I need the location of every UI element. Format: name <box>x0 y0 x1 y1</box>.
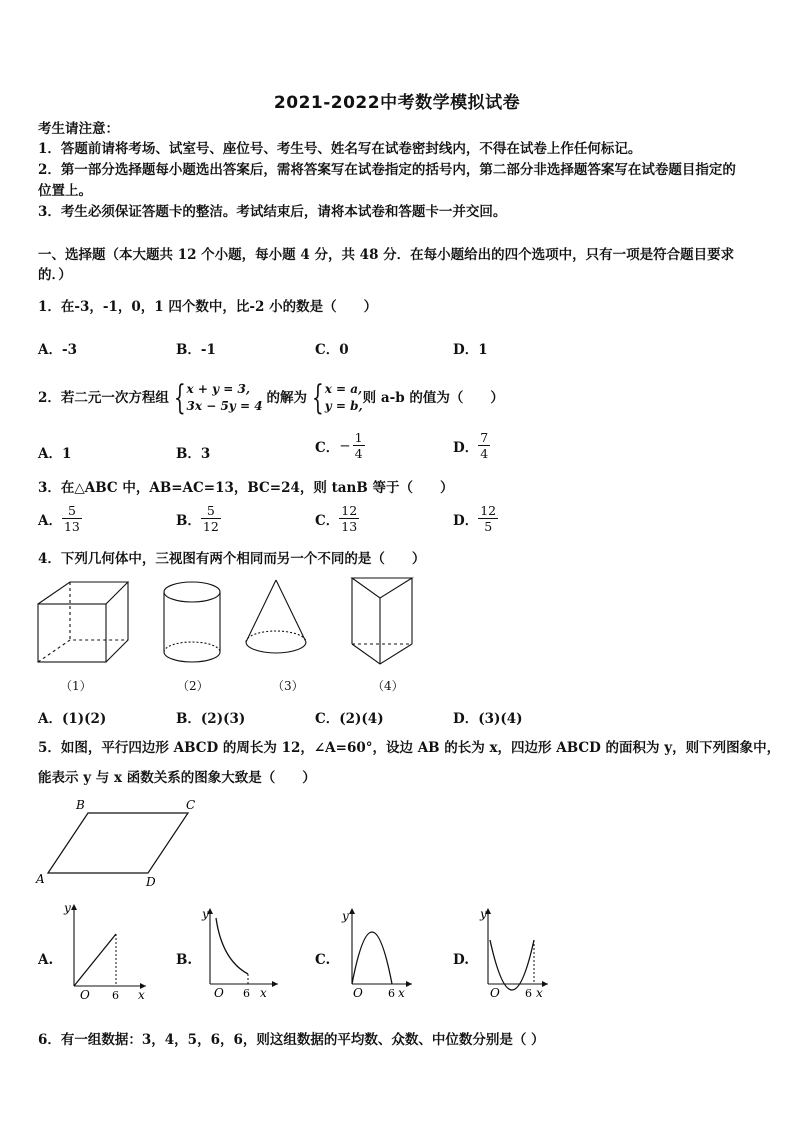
notice-item-1: 1．答题前请将考场、试室号、座位号、考生号、姓名写在试卷密封线内，不得在试卷上作任何标记。 <box>38 141 642 157</box>
q3-option-c <box>315 503 359 534</box>
q2-sol2: y = b, <box>324 399 363 413</box>
fraction <box>62 503 82 534</box>
cone-shape <box>246 580 306 653</box>
tick-6-label: 6 <box>112 989 119 1002</box>
decreasing-curve <box>216 918 248 974</box>
notice-item-2-cont: 位置上。 <box>38 183 92 199</box>
q2-option-c-label: C． <box>315 439 340 456</box>
q2-option-c <box>315 430 365 461</box>
q2-mid: 的解为 <box>266 390 308 406</box>
tick-6-label: 6 <box>525 987 532 1000</box>
numerator: 1 <box>354 430 363 445</box>
tick-6-label: 6 <box>243 987 250 1000</box>
q4-solids-figure <box>30 570 550 670</box>
axis-x-label: x <box>138 988 145 1002</box>
question-5-stem: 5．如图，平行四边形 ABCD 的周长为 12，∠A=60°，设边 AB 的长为 x，四边形 ABCD 的面积为 y，则下列图象中， <box>38 740 781 756</box>
q3-option-d <box>453 503 498 534</box>
fraction <box>478 503 498 534</box>
numerator: 12 <box>341 503 358 518</box>
vertex-d: D <box>146 875 156 889</box>
question-3-stem: 3．在△ABC 中，AB=AC=13，BC=24，则 tanB 等于（ ） <box>38 480 454 496</box>
denominator: 13 <box>341 519 358 534</box>
vertex-a: A <box>36 872 45 886</box>
q4-label-2: （2） <box>177 679 209 693</box>
q2-solution <box>325 381 363 415</box>
q4-option-a: A．(1)(2) <box>38 711 107 727</box>
axis-x-label: x <box>398 986 405 1000</box>
denominator: 12 <box>202 519 219 534</box>
vertex-b: B <box>76 798 85 812</box>
q2-equation-system <box>187 381 263 415</box>
parabola-up <box>490 940 534 990</box>
q4-option-d: D．(3)(4) <box>453 711 523 727</box>
axis-y-label: y <box>64 901 71 915</box>
q2-option-a: A．1 <box>38 446 72 462</box>
question-2-stem <box>38 376 504 420</box>
cylinder-shape <box>164 582 220 662</box>
graph-a <box>60 900 150 1010</box>
q3-option-a <box>38 503 82 534</box>
q4-label-4: （4） <box>372 679 404 693</box>
numerator: 5 <box>201 503 221 519</box>
parallelogram-figure <box>34 795 204 890</box>
question-6-stem: 6．有一组数据：3，4，5，6，6，则这组数据的平均数、众数、中位数分别是（ ） <box>38 1032 545 1048</box>
graph-d <box>476 900 556 1010</box>
origin-label: O <box>80 988 90 1002</box>
q4-label-1: （1） <box>60 679 92 693</box>
origin-label: O <box>214 986 224 1000</box>
q2-eq1: x + y = 3, <box>186 382 251 396</box>
axis-y-label: y <box>342 909 349 923</box>
question-1-stem: 1．在-3，-1，0，1 四个数中，比-2 小的数是（ ） <box>38 299 378 315</box>
q3-option-b-label: B． <box>176 512 201 529</box>
axis-x-label: x <box>536 986 543 1000</box>
q5-option-d: D. <box>453 952 469 968</box>
q2-option-d-label: D． <box>453 439 479 456</box>
q3-option-a-label: A． <box>38 512 62 529</box>
linear-curve <box>74 934 116 986</box>
q2-eq2: 3x − 5y = 4 <box>186 399 263 413</box>
numerator: 12 <box>480 503 497 518</box>
q1-option-a: A．-3 <box>38 342 77 358</box>
notice-heading: 考生请注意： <box>38 121 119 137</box>
q2-suffix: 则 a-b 的值为（ ） <box>362 390 504 406</box>
origin-label: O <box>490 986 500 1000</box>
q5-option-b: B. <box>176 952 193 968</box>
origin-label: O <box>353 986 363 1000</box>
minus-sign: − <box>339 437 351 454</box>
parallelogram-abcd <box>48 813 188 873</box>
notice-item-2: 2．第一部分选择题每小题选出答案后，需将答案写在试卷指定的括号内，第二部分非选择题答案写在试卷题目指定的 <box>38 162 736 178</box>
tick-6-label: 6 <box>388 987 395 1000</box>
denominator: 4 <box>480 446 489 461</box>
numerator: 7 <box>480 430 489 445</box>
q1-option-b: B．-1 <box>176 342 216 358</box>
fraction <box>353 430 365 461</box>
q2-option-d <box>453 430 490 461</box>
q1-option-c: C．0 <box>315 342 349 358</box>
question-4-stem: 4．下列几何体中，三视图有两个相同而另一个不同的是（ ） <box>38 551 426 567</box>
q3-option-b <box>176 503 221 534</box>
left-brace: { <box>173 378 186 418</box>
q2-option-b: B．3 <box>176 446 211 462</box>
numerator: 5 <box>62 503 82 519</box>
vertex-c: C <box>186 798 196 812</box>
axis-y-label: y <box>480 907 487 921</box>
fraction <box>201 503 221 534</box>
section-heading-cont: 的．） <box>38 267 72 283</box>
fraction <box>339 503 359 534</box>
axis-x-label: x <box>260 986 267 1000</box>
q2-prefix: 2．若二元一次方程组 <box>38 390 169 406</box>
q5-option-a: A. <box>38 952 54 968</box>
q3-option-c-label: C． <box>315 512 340 529</box>
denominator: 13 <box>63 519 80 534</box>
question-5-stem-cont: 能表示 y 与 x 函数关系的图象大致是（ ） <box>38 770 316 786</box>
section-heading: 一、选择题（本大题共 12 个小题，每小题 4 分，共 48 分．在每小题给出的四个选项中，只有一项是符合题目要求 <box>38 247 735 263</box>
graph-c <box>340 900 420 1010</box>
left-brace: { <box>311 378 324 418</box>
q4-option-c: C．(2)(4) <box>315 711 384 727</box>
q4-label-3: （3） <box>272 679 304 693</box>
graph-b <box>198 900 288 1010</box>
denominator: 5 <box>484 519 493 534</box>
fraction <box>478 430 490 461</box>
page-title: 2021-2022中考数学模拟试卷 <box>273 93 521 113</box>
q4-option-b: B．(2)(3) <box>176 711 246 727</box>
denominator: 4 <box>354 446 363 461</box>
axis-y-label: y <box>202 907 209 921</box>
parabola-down <box>352 932 392 984</box>
cube-shape <box>38 582 128 662</box>
q5-option-c: C. <box>315 952 331 968</box>
triangular-prism-shape <box>352 578 412 664</box>
notice-item-3: 3．考生必须保证答题卡的整洁。考试结束后，请将本试卷和答题卡一并交回。 <box>38 204 507 220</box>
q3-option-d-label: D． <box>453 512 479 529</box>
q1-option-d: D．1 <box>453 342 488 358</box>
q2-sol1: x = a, <box>324 382 363 396</box>
